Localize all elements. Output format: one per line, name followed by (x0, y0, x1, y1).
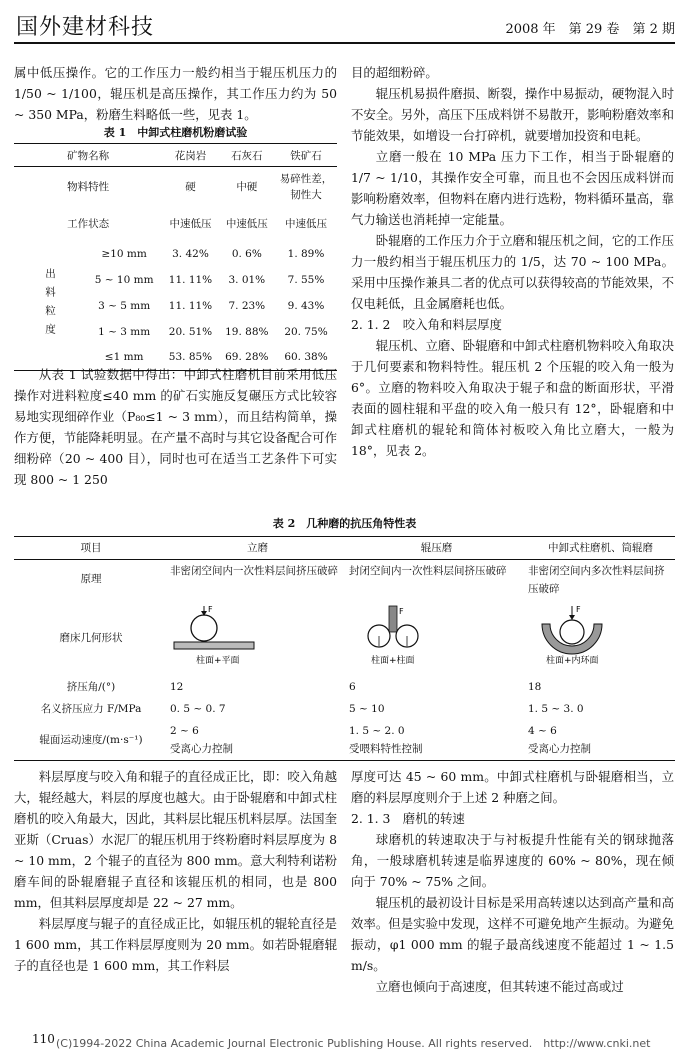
paragraph: 立磨一般在 10 MPa 压力下工作，相当于卧辊磨的 1/7 ~ 1/10，其操作安全可靠，而且也不会因压成料饼而影响粉磨效率，但物料在磨内进行选粉，物料循环量高，靠气力输送也消耗掉一定能量。 (351, 149, 674, 227)
table1 (14, 143, 337, 371)
force-label: F (576, 605, 581, 614)
force-label: F (208, 605, 213, 614)
issue-info: 2008 年 第 29 卷 第 2 期 (505, 22, 675, 37)
table1-title: 表 1 中卸式柱磨机粉磨试验 (103, 126, 248, 139)
left-column-bottom (14, 766, 337, 976)
page-header (14, 4, 675, 44)
force-label: F (399, 607, 404, 616)
paragraph: 从表 1 试验数据中得出：中卸式柱磨机目前采用低压操作对进料粒度≤40 mm 的矿石实施反复碾压方式比较容易地实现细碎作业（P₈₀≤1 ~ 3 mm），而且结构简单，操作方便，节能降耗明显。在产量不高时与其它设备配合可作细粉碎（20 ~ 400 目），同时也可在适当工艺条件下可实现 800 ~ 1 250 (14, 367, 337, 487)
paragraph: 辊压机、立磨、卧辊磨和中卸式柱磨机物料咬入角取决于几何要素和物料特性。辊压机 2 个压辊的咬入角一般为 6°。立磨的物料咬入角取决于辊子和盘的断面形状，平滑表面的圆柱辊和平盘的咬入角一般只有 12°，卧辊磨和中卸式柱磨机的辊轮和筒体衬板咬入角比立磨大，一般为 18°，见表 2。 (351, 338, 674, 458)
left-column-mid (14, 364, 337, 490)
table2 (14, 536, 675, 761)
paragraph: 辊压机易损件磨损、断裂，操作中易振动，硬物混入时不安全。另外，高压下压成料饼不易散开，影响粉磨效率和节能效果，如增设一台打碎机，就要增加投资和电耗。 (351, 86, 674, 143)
table-row: 磨床几何形状 F 柱面+平面 F 柱面+柱面 F 柱面+内环面 (14, 600, 675, 676)
paragraph: 料层厚度与辊子的直径成正比，如辊压机的辊轮直径是 1 600 mm，其工作料层厚度则为 20 mm。如若卧辊磨辊子的直径也是 1 600 mm，其工作料层 (14, 916, 337, 973)
table-row: 矿物名称 花岗岩 石灰石 铁矿石 (14, 144, 337, 167)
paragraph: 属中低压操作。它的工作压力一般约相当于辊压机压力的 1/50 ~ 1/100，辊压机是高压操作，其工作压力约为 50 ~ 350 MPa，粉磨生料略低一些，见表 1。 (14, 65, 337, 122)
geometry-caption: 柱面+内环面 (546, 656, 599, 666)
section-heading: 2. 1. 3 磨机的转速 (351, 811, 465, 826)
right-column-bottom (351, 766, 674, 997)
paragraph: 厚度可达 45 ~ 60 mm。中卸式柱磨机与卧辊磨相当，立磨的料层厚度则介于上述 2 种磨之间。 (351, 769, 674, 805)
table-row: 5 ~ 10 mm 11. 11% 3. 01% 7. 55% (94, 273, 325, 286)
geometry-column-mill (526, 600, 675, 676)
right-column-top (351, 62, 674, 461)
table-row: 工作状态 中速低压 中速低压 中速低压 (67, 218, 327, 230)
roller-press-diagram (349, 602, 439, 668)
journal-title: 国外建材科技 (16, 15, 155, 40)
paragraph: 球磨机的转速取决于与衬板提升性能有关的钢球抛落角，一般球磨机转速是临界速度的 60% ~ 80%，现在倾向于 70% ~ 75% 之间。 (351, 832, 674, 889)
paragraph: 目的超细粉碎。 (351, 65, 438, 80)
paragraph: 料层厚度与咬入角和辊子的直径成正比，即：咬入角越大，辊经越大，料层的厚度也越大。由于卧辊磨和中卸式柱磨机的咬入角最大，因此，其料层比辊压机料层厚。法国奎亚斯（Cruas）水泥厂的辊压机用于终粉磨时料层厚度为 8 ~ 10 mm，2 个辊子的直径为 800 mm。意大利特利诺粉磨车间的卧辊磨辊子直径和该辊压机的相同，也是 800 mm，但其料层厚度却是 22 ~ 27 mm。 (14, 769, 337, 910)
table-row: 1 ~ 3 mm 20. 51% 19. 88% 20. 75% (98, 325, 328, 338)
table-row: 项目 立磨 辊压磨 中卸式柱磨机、筒辊磨 (14, 537, 675, 560)
table-row: 物料特性 硬 中硬 易碎性差，韧性大 (67, 172, 333, 201)
geometry-caption: 柱面+柱面 (371, 656, 415, 666)
column-mill-diagram (528, 602, 618, 668)
table-row: 挤压角/(°) 12 6 18 (66, 681, 542, 693)
table-row: 名义挤压应力 F/MPa 0. 5 ~ 0. 7 5 ~ 10 1. 5 ~ 3. 0 (40, 703, 584, 715)
table2-title: 表 2 几种磨的抗压角特性表 (272, 517, 417, 530)
table-row: 原理 非密闭空间内一次性料层间挤压破碎 封闭空间内一次性料层间挤压破碎 非密闭空间内多次性料层间挤压破碎 (80, 565, 665, 595)
geometry-caption: 柱面+平面 (196, 656, 240, 666)
geometry-roller-press (347, 600, 526, 676)
table-row: 辊面运动速度/(m·s⁻¹) 2 ~ 6 受离心力控制 1. 5 ~ 2. 0 受喂料特性控制 4 ~ 6 受离心力控制 (39, 725, 591, 755)
vertical-mill-diagram (170, 602, 260, 668)
table-row: 3 ~ 5 mm 11. 11% 7. 23% 9. 43% (98, 299, 325, 312)
paragraph: 卧辊磨的工作压力介于立磨和辊压机之间，它的工作压力一般约相当于辊压机压力的 1/5，达 70 ~ 100 MPa。采用中压操作兼具二者的优点可以获得较高的节能效果，不仅电耗低，且金属磨耗也低。 (351, 233, 674, 311)
section-heading: 2. 1. 2 咬入角和料层厚度 (351, 317, 502, 332)
paragraph: 立磨也倾向于高速度，但其转速不能过高或过 (375, 979, 624, 994)
paragraph: 辊压机的最初设计目标是采用高转速以达到高产量和高效率。但是实验中发现，这样不可避免地产生振动。为避免振动，φ1 000 mm 的辊子最高线速度不能超过 1 ~ 1.5 m/s。 (351, 895, 674, 973)
copyright-footer: (C)1994-2022 China Academic Journal Electronic Publishing House. All rights reserved. http://www.cnki.net (56, 1037, 651, 1050)
size-label: 出料粒度 (44, 268, 56, 343)
geometry-vertical-mill (168, 600, 347, 676)
table-row: 出料粒度 ≥10 mm 3. 42% 0. 6% 1. 89% (14, 241, 337, 267)
table-row: ≤1 mm 53. 85% 69. 28% 60. 38% (104, 351, 328, 364)
left-column-top (14, 62, 337, 125)
page-number: 110 (32, 1032, 55, 1046)
